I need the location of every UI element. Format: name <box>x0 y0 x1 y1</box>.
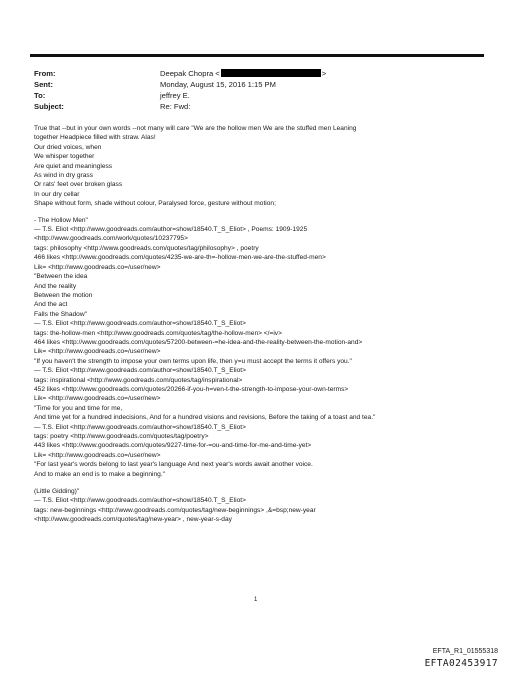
body-line: Lik= <http://www.goodreads.co=/user/new> <box>34 451 161 459</box>
body-line: — T.S. Eliot <http://www.goodreads.com/author=show/18540.T_S_Eliot> , Poems: 1909-1925 <box>34 226 308 234</box>
to-label: To: <box>34 91 46 100</box>
email-body <box>34 124 486 525</box>
body-line: "Between the idea <box>34 273 88 281</box>
body-line: 466 likes <http://www.goodreads.com/quotes/4235-we-are-th=-hollow-men-we-are-the-stuffed-men> <box>34 254 326 262</box>
header-rule <box>30 54 484 57</box>
body-line: Are quiet and meaningless <box>34 162 113 170</box>
body-line: True that --but in your own words --not many will care "We are the hollow men We are the stuffed men Leaning <box>34 125 357 132</box>
email-header <box>34 68 484 112</box>
body-line: together Headpiece filled with straw. Alas! <box>34 134 156 142</box>
body-line: And time yet for a hundred indecisions, And for a hundred visions and revisions, Before the taking of a toast and tea." <box>34 414 376 422</box>
subject-row <box>34 101 484 112</box>
body-line: 443 likes <http://www.goodreads.com/quotes/9227-time-for-=ou-and-time-for-me-and-time-yet> <box>34 442 312 450</box>
redaction-box <box>221 69 321 77</box>
body-line: - The Hollow Men" <box>34 216 88 224</box>
body-line: "Time for you and time for me, <box>34 404 123 412</box>
from-tail: > <box>321 69 327 78</box>
from-label: From: <box>34 69 56 78</box>
body-line: "For last year's words belong to last year's language And next year's words await another voice. <box>34 461 313 469</box>
body-line: Lik= <http://www.goodreads.co=/user/new> <box>34 348 161 356</box>
body-line: <http://www.goodreads.com/quotes/tag/new-year> , new-year-s-day <box>34 516 232 524</box>
from-row <box>34 68 484 79</box>
body-line: Or rats' feet over broken glass <box>34 181 123 189</box>
body-line: 452 likes <http://www.goodreads.com/quotes/20266-if-you-h=ven-t-the-strength-to-impose-your-own-terms> <box>34 385 349 393</box>
body-paragraph-1 <box>34 124 486 209</box>
body-line: (Little Gidding)" <box>34 488 80 496</box>
body-line: — T.S. Eliot <http://www.goodreads.com/author=show/18540.T_S_Eliot> <box>34 367 246 375</box>
body-line: Between the motion <box>34 291 93 299</box>
body-line: — T.S. Eliot <http://www.goodreads.com/author=show/18540.T_S_Eliot> <box>34 497 246 505</box>
body-line: tags: philosophy <http://www.goodreads.com/quotes/tag/philosophy> , poetry <box>34 244 259 252</box>
sent-label: Sent: <box>34 80 53 89</box>
page-number: 1 <box>254 597 258 603</box>
body-line: And the act <box>34 301 68 309</box>
body-line: We whisper together <box>34 153 95 161</box>
paragraph-gap <box>34 479 486 487</box>
body-line: Lik= <http://www.goodreads.co=/user/new> <box>34 395 161 403</box>
body-line: And the reality <box>34 282 77 290</box>
to-value: jeffrey E. <box>160 91 190 100</box>
body-line: <http://www.goodreads.com/work/quotes/10237795> <box>34 235 188 243</box>
body-paragraph-3 <box>34 487 486 525</box>
body-line: In our dry cellar <box>34 190 80 198</box>
body-line: "If you haven't the strength to impose your own terms upon life, then y=u must accept the terms it offers you." <box>34 357 352 365</box>
from-value <box>160 68 326 79</box>
body-paragraph-2 <box>34 216 486 479</box>
paragraph-gap <box>34 209 486 216</box>
body-line: Lik= <http://www.goodreads.co=/user/new> <box>34 263 161 271</box>
body-line: tags: the-hollow-men <http://www.goodreads.com/quotes/tag/the-hollow-men> </=iv> <box>34 329 282 337</box>
body-line: And to make an end is to make a beginning." <box>34 470 166 478</box>
bates-number-large: EFTA02453917 <box>424 658 498 669</box>
body-line: tags: new-beginnings <http://www.goodreads.com/quotes/tag/new-beginnings> ,&=bsp;new-year <box>34 506 316 514</box>
body-line: — T.S. Eliot <http://www.goodreads.com/author=show/18540.T_S_Eliot> <box>34 320 246 328</box>
subject-label: Subject: <box>34 102 64 111</box>
subject-value: Re: Fwd: <box>160 102 191 111</box>
body-line: tags: inspirational <http://www.goodreads.com/quotes/tag/inspirational> <box>34 376 243 384</box>
body-line: 464 likes <http://www.goodreads.com/quotes/57200-between-=he-idea-and-the-reality-between-the-motion-and> <box>34 338 363 346</box>
bates-number-small: EFTA_R1_01555318 <box>432 648 498 655</box>
sent-value: Monday, August 15, 2016 1:15 PM <box>160 80 276 89</box>
body-line: — T.S. Eliot <http://www.goodreads.com/author=show/18540.T_S_Eliot> <box>34 423 246 431</box>
sent-row <box>34 79 484 90</box>
body-line: Our dried voices, when <box>34 143 102 151</box>
body-line: Shape without form, shade without colour, Paralysed force, gesture without motion; <box>34 200 276 208</box>
from-sender: Deepak Chopra < <box>160 69 220 78</box>
body-line: tags: poetry <http://www.goodreads.com/quotes/tag/poetry> <box>34 433 209 440</box>
to-row <box>34 90 484 101</box>
body-line: As wind in dry grass <box>34 172 93 180</box>
body-line: Falls the Shadow" <box>34 310 87 318</box>
